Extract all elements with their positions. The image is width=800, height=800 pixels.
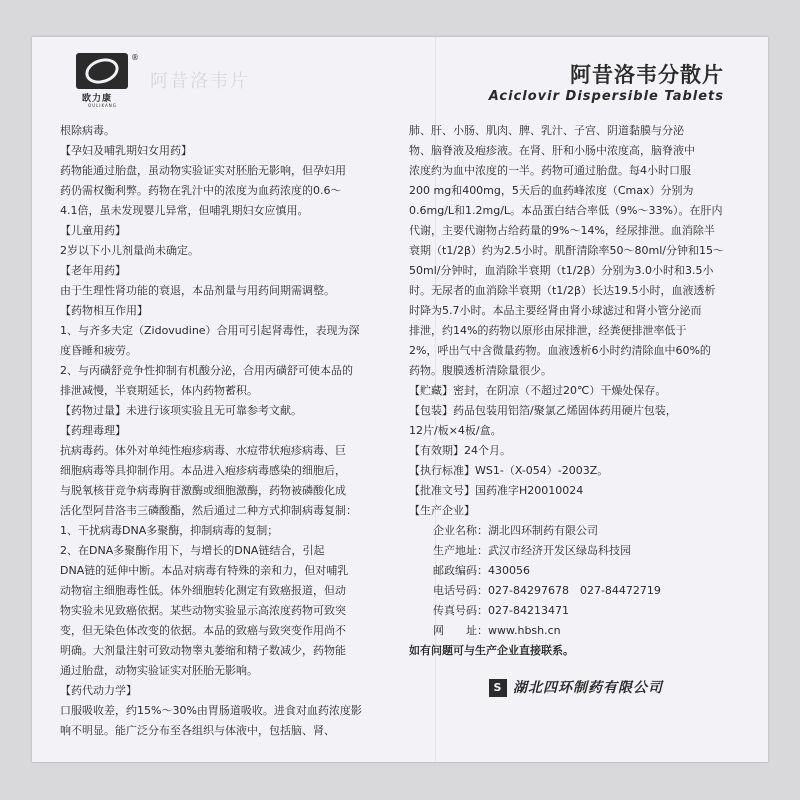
text-line: DNA链的延伸中断。本品对病毒有特殊的亲和力，但对哺乳 xyxy=(60,564,349,577)
text-line: 4.1倍，虽未发现婴儿异常，但哺乳期妇女应慎用。 xyxy=(60,204,309,217)
text-line: 与脱氧核苷竞争病毒胸苷激酶或细胞激酶，药物被磷酸化成 xyxy=(60,484,346,497)
section-heading: 【执行标准】WS1-（X-054）-2003Z。 xyxy=(409,464,609,477)
text-line: 排泄，约14%的药物以原形由尿排泄，经粪便排泄率低于 xyxy=(409,324,687,337)
section-heading: 【药物相互作用】 xyxy=(60,304,148,317)
text-line: 2%，呼出气中含微量药物。血液透析6小时约清除血中60%的 xyxy=(409,344,711,357)
text-line: 0.6mg/L和1.2mg/L。本品蛋白结合率低（9%～33%）。在肝内 xyxy=(409,204,723,217)
text-line: 2岁以下小儿剂量尚未确定。 xyxy=(60,244,199,257)
text-line: 变，但无染色体改变的依据。本品的致癌与致突变作用尚不 xyxy=(60,624,346,637)
left-column xyxy=(60,121,416,741)
contact-fax: 传真号码：027-84213471 xyxy=(433,604,569,617)
text-line: 物、脑脊液及疱疹液。在肾、肝和小肠中浓度高，脑脊液中 xyxy=(409,144,695,157)
text-line: 时降为5.7小时。本品主要经肾由肾小球滤过和肾小管分泌而 xyxy=(409,304,702,317)
text-line: 明确。大剂量注射可致动物睾丸萎缩和精子数减少，药物能 xyxy=(60,644,346,657)
text-line: 药物能通过胎盘，虽动物实验证实对胚胎无影响，但孕妇用 xyxy=(60,164,346,177)
text-line: 动物宿主细胞毒性低。体外细胞转化测定有致癌报道，但动 xyxy=(60,584,346,597)
text-line: 抗病毒药。体外对单纯性疱疹病毒、水痘带状疱疹病毒、巨 xyxy=(60,444,346,457)
contact-postcode: 邮政编码：430056 xyxy=(433,564,530,577)
section-heading: 【药理毒理】 xyxy=(60,424,126,437)
text-line: 细胞病毒等具抑制作用。本品进入疱疹病毒感染的细胞后， xyxy=(60,464,346,477)
text-line: 肺、肝、小肠、肌肉、脾、乳汁、子宫、阴道黏膜与分泌 xyxy=(409,124,684,137)
text-line: 2、在DNA多聚酶作用下，与增长的DNA链结合，引起 xyxy=(60,544,325,557)
section-heading: 【贮藏】密封，在阴凉（不超过20℃）干燥处保存。 xyxy=(409,384,667,397)
text-line: 2、与丙磺舒竞争性抑制有机酸分泌，合用丙磺舒可使本品的 xyxy=(60,364,353,377)
section-heading: 【儿童用药】 xyxy=(60,224,126,237)
text-line: 浓度约为血中浓度的一半。药物可通过胎盘。每4小时口服 xyxy=(409,164,691,177)
text-line: 度昏睡和疲劳。 xyxy=(60,344,137,357)
text-line: 口服吸收差，约15%～30%由胃肠道吸收。进食对血药浓度影 xyxy=(60,704,362,717)
section-heading: 【有效期】24个月。 xyxy=(409,444,511,457)
section-heading: 【老年用药】 xyxy=(60,264,126,277)
text-line: 活化型阿昔洛韦三磷酸酯，然后通过二种方式抑制病毒复制： xyxy=(60,504,357,517)
text-line: 1、与齐多夫定（Zidovudine）合用可引起肾毒性，表现为深 xyxy=(60,324,360,337)
text-line: 根除病毒。 xyxy=(60,124,115,137)
registered-mark: ® xyxy=(131,53,139,62)
contact-company-name: 企业名称：湖北四环制药有限公司 xyxy=(433,524,598,537)
text-line: 1、干扰病毒DNA多聚酶，抑制病毒的复制； xyxy=(60,524,279,537)
title-en: Aciclovir Dispersible Tablets xyxy=(488,89,724,104)
logo-mark-icon xyxy=(76,53,128,89)
logo-cn-text: 欧力康 xyxy=(82,94,113,104)
text-line: 代谢，主要代谢物占给药量的9%～14%，经尿排泄。血消除半 xyxy=(409,224,715,237)
bleed-through-text: 阿昔洛韦片 xyxy=(150,71,250,92)
brand-logo xyxy=(76,53,138,109)
company-logo-icon: S xyxy=(489,679,507,697)
section-heading: 【批准文号】国药准字H20010024 xyxy=(409,484,584,497)
contact-note: 如有问题可与生产企业直接联系。 xyxy=(409,644,574,657)
section-heading: 【生产企业】 xyxy=(409,504,475,517)
section-heading: 【药代动力学】 xyxy=(60,684,137,697)
title-cn: 阿昔洛韦分散片 xyxy=(570,63,724,87)
logo-en-text: OULIKANG xyxy=(88,103,117,108)
section-heading: 【包装】药品包装用铝箔/聚氯乙烯固体药用硬片包装， xyxy=(409,404,677,417)
text-line: 200 mg和400mg，5天后的血药峰浓度（Cmax）分别为 xyxy=(409,184,694,197)
section-heading: 【药物过量】未进行该项实验且无可靠参考文献。 xyxy=(60,404,302,417)
contact-phone: 电话号码：027-84297678 027-84472719 xyxy=(433,584,661,597)
text-line: 药仍需权衡利弊。药物在乳汁中的浓度为血药浓度的0.6～ xyxy=(60,184,342,197)
text-line: 12片/板×4板/盒。 xyxy=(409,424,502,437)
text-line: 50ml/分钟时，血消除半衰期（t1/2β）分别为3.0小时和3.5小 xyxy=(409,264,714,277)
company-signature xyxy=(489,677,663,697)
text-line: 物实验未见致癌依据。某些动物实验显示高浓度药物可致突 xyxy=(60,604,346,617)
text-line: 通过胎盘，动物实验证实对胚胎无影响。 xyxy=(60,664,258,677)
section-heading: 【孕妇及哺乳期妇女用药】 xyxy=(60,144,192,157)
text-line: 由于生理性肾功能的衰退，本品剂量与用药间期需调整。 xyxy=(60,284,335,297)
right-column xyxy=(409,121,743,661)
contact-website: 网 址：www.hbsh.cn xyxy=(433,624,561,637)
text-line: 响不明显。能广泛分布至各组织与体液中，包括脑、肾、 xyxy=(60,724,335,737)
contact-address: 生产地址：武汉市经济开发区绿岛科技园 xyxy=(433,544,631,557)
text-line: 排泄减慢，半衰期延长，体内药物蓄积。 xyxy=(60,384,258,397)
company-name: 湖北四环制药有限公司 xyxy=(513,680,663,696)
text-line: 时。无尿者的血消除半衰期（t1/2β）长达19.5小时，血液透析 xyxy=(409,284,716,297)
leaflet-sheet xyxy=(32,37,768,762)
text-line: 药物。腹膜透析清除量很少。 xyxy=(409,364,552,377)
text-line: 衰期（t1/2β）约为2.5小时。肌酐清除率50～80ml/分钟和15～ xyxy=(409,244,724,257)
